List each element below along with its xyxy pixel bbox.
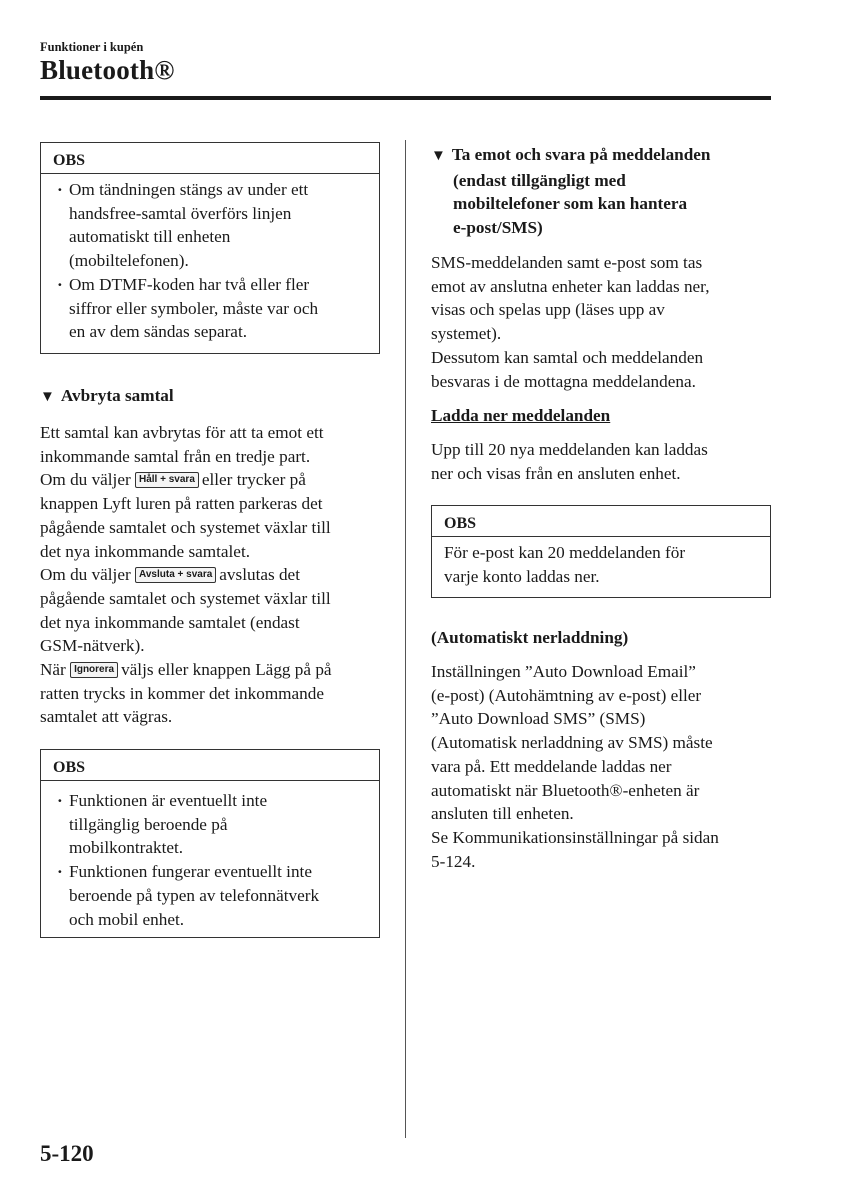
text-line: systemet). [431, 324, 502, 344]
text-line: knappen Lyft luren på ratten parkeras det [40, 494, 323, 514]
text-line: visas och spelas upp (läses upp av [431, 300, 665, 320]
obs-heading: OBS [41, 143, 379, 174]
heading-text: Ta emot och svara på meddelanden [451, 145, 711, 164]
obs-line: och mobil enhet. [69, 909, 185, 929]
heading-line [431, 143, 771, 169]
obs-line: tillgänglig beroende på [69, 814, 228, 834]
text-line: ansluten till enheten. [431, 804, 574, 824]
text-line: emot av anslutna enheter kan laddas ner, [431, 276, 710, 296]
text-line: det nya inkommande samtalet. [40, 541, 251, 561]
obs-item [53, 789, 369, 860]
bullet-icon: · [57, 180, 63, 199]
heading-line: e-post/SMS) [453, 218, 543, 238]
text-line [40, 468, 385, 492]
text-fragment: eller trycker på [201, 470, 306, 490]
obs-line: Om tändningen stängs av under ett [69, 180, 309, 199]
triangle-down-icon: ▼ [40, 389, 55, 405]
bullet-icon: · [57, 791, 63, 810]
text-line: samtalet att vägras. [40, 707, 173, 727]
text-line: Upp till 20 nya meddelanden kan laddas [431, 440, 708, 459]
download-paragraph [431, 438, 776, 485]
obs-line: beroende på typen av telefonnätverk [69, 885, 320, 905]
text-line: pågående samtalet och systemet växlar till [40, 588, 331, 608]
text-line: SMS-meddelanden samt e-post som tas [431, 253, 703, 272]
obs-line: Funktionen är eventuellt inte [69, 791, 268, 810]
text-fragment: Om du väljer [40, 565, 131, 585]
obs-heading: OBS [432, 506, 770, 537]
auto-download-heading: (Automatiskt nerladdning) [431, 628, 629, 647]
page-number: 5-120 [40, 1141, 94, 1166]
cross-reference-link[interactable]: Se Kommunikationsinställningar på sidan [431, 827, 719, 847]
text-fragment: avslutas det [219, 565, 300, 585]
ignore-button[interactable]: Ignorera [70, 662, 118, 678]
section-heading-avbryta [40, 384, 174, 410]
heading-line: (endast tillgängligt med [453, 170, 626, 190]
obs-body [41, 781, 379, 935]
obs-line: handsfree-samtal överförs linjen [69, 203, 292, 223]
obs-line: en av dem sändas separat. [69, 322, 248, 342]
obs-line: För e-post kan 20 meddelanden för [444, 543, 686, 562]
cross-reference-page[interactable]: 5-124. [431, 851, 476, 871]
heading-text: Avbryta samtal [60, 386, 174, 405]
obs-box-2 [40, 749, 380, 938]
end-answer-button[interactable]: Avsluta + svara [135, 567, 216, 583]
triangle-down-icon: ▼ [431, 148, 446, 164]
text-line: automatiskt när Bluetooth®-enheten är [431, 780, 700, 800]
text-line: (Automatisk nerladdning av SMS) måste [431, 733, 713, 753]
text-line: pågående samtalet och systemet växlar till [40, 517, 331, 537]
text-fragment: Om du väljer [40, 470, 131, 490]
avbryta-paragraph [40, 421, 385, 729]
auto-download-paragraph [431, 660, 776, 873]
heading-line: mobiltelefoner som kan hantera [453, 194, 688, 214]
text-line: det nya inkommande samtalet (endast [40, 612, 300, 632]
bullet-icon: · [57, 274, 63, 294]
obs-item [53, 273, 369, 344]
text-fragment: väljs eller knappen Lägg på på [121, 660, 332, 680]
text-line: ”Auto Download SMS” (SMS) [431, 709, 646, 729]
text-line: ratten trycks in kommer det inkommande [40, 683, 324, 703]
obs-line: siffror eller symboler, måste var och [69, 298, 319, 318]
text-line: vara på. Ett meddelande laddas ner [431, 756, 672, 776]
obs-item [53, 178, 369, 273]
intro-paragraph [431, 251, 776, 393]
text-line: GSM-nätverk). [40, 636, 145, 656]
obs-line: mobilkontraktet. [69, 838, 184, 858]
text-line: (e-post) (Autohämtning av e-post) eller [431, 685, 702, 705]
obs-box-3 [431, 505, 771, 598]
text-line: besvaras i de mottagna meddelandena. [431, 371, 696, 391]
obs-body [41, 174, 379, 348]
download-heading: Ladda ner meddelanden [431, 406, 611, 425]
hold-answer-button[interactable]: Håll + svara [135, 472, 199, 488]
text-line: Dessutom kan samtal och meddelanden [431, 347, 704, 367]
text-line: Ett samtal kan avbrytas för att ta emot ett [40, 423, 324, 442]
text-fragment: När [40, 660, 66, 680]
obs-line: Om DTMF-koden har två eller fler [69, 274, 310, 294]
obs-item [53, 860, 369, 931]
page-title: Bluetooth® [40, 55, 175, 85]
text-line: inkommande samtal från en tredje part. [40, 446, 311, 466]
obs-line: (mobiltelefonen). [69, 251, 189, 271]
section-heading-meddelanden [431, 143, 771, 240]
obs-body [432, 537, 770, 592]
text-line: ner och visas från en ansluten enhet. [431, 463, 681, 483]
column-divider [405, 140, 406, 1138]
obs-line: varje konto laddas ner. [444, 566, 600, 586]
text-line: Inställningen ”Auto Download Email” [431, 662, 696, 681]
text-line [40, 658, 385, 682]
bullet-icon: · [57, 862, 63, 882]
section-label: Funktioner i kupén [40, 40, 144, 54]
obs-heading: OBS [41, 750, 379, 781]
obs-line: automatiskt till enheten [69, 227, 231, 247]
title-rule [40, 96, 771, 100]
text-line [40, 563, 385, 587]
obs-line: Funktionen fungerar eventuellt inte [69, 862, 312, 882]
obs-box-1 [40, 142, 380, 354]
